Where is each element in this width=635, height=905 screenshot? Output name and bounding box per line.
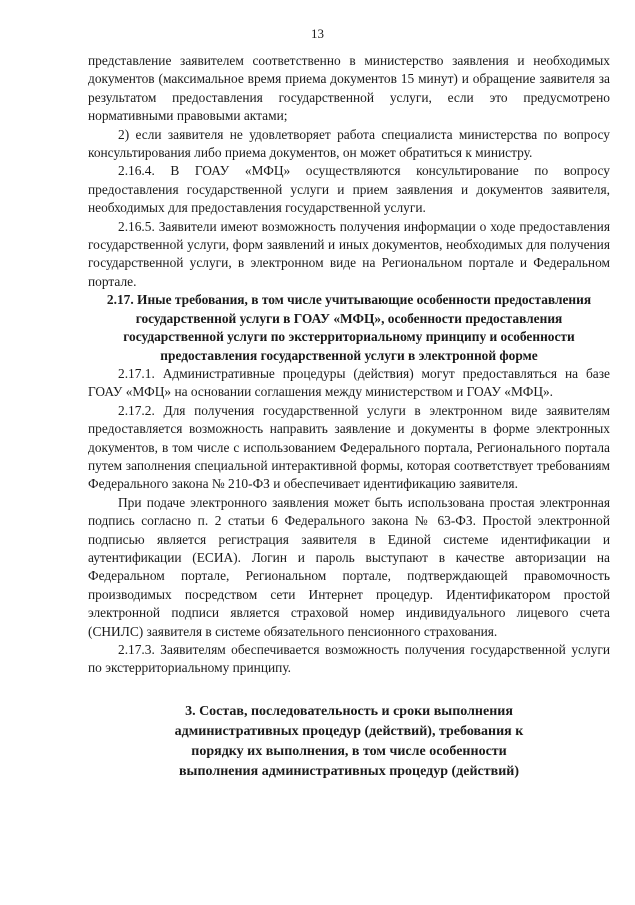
paragraph-2-16-5: 2.16.5. Заявители имеют возможность получения информации о ходе предоставления государственной услуги, форм заявлений и иных документов, необходимых для получения государственной услуги, в электронном виде на Региональном портале и Федеральном портале. [88,218,610,289]
paragraph-2-17-3: 2.17.3. Заявителям обеспечивается возможность получения государственной услуги по экстерриториальному принципу. [88,642,610,676]
paragraph-2-17-2: 2.17.2. Для получения государственной услуги в электронном виде заявителям предоставляется возможность направить заявление и документы в форме электронных документов, в том числе с использованием Федерального портала, Регионального портала путем заполнения специальной интерактивной формы, которая соответствует требованиям Федерального закона № 210-ФЗ и обеспечивает идентификацию заявителя. [88,402,610,492]
page-number: 13 [311,26,324,41]
paragraph-submission-continuation: представление заявителем соответственно в министерство заявления и необходимых документов (максимальное время приема документов 15 минут) и обращение заявителя за результатом предоставления государственной услуги, если это предусмотрено нормативными правовыми актами; [88,53,610,124]
paragraph-complaint-to-minister: 2) если заявителя не удовлетворяет работа специалиста министерства по вопросу консультирования либо приема документов, он может обратиться к министру. [88,126,610,161]
document-body [88,52,610,782]
section-heading-2-17: 2.17. Иные требования, в том числе учитывающие особенности предоставления государственной услуги в ГОАУ «МФЦ», особенности предоставления государственной услуги по экстерриториальному принципу и особенности предоставления государственной услуги в электронной форме [106,292,592,363]
paragraph-2-17-1: 2.17.1. Административные процедуры (действия) могут предоставляться на базе ГОАУ «МФЦ» на основании соглашения между министерством и ГОАУ «МФЦ». [88,365,610,400]
paragraph-electronic-signature: При подаче электронного заявления может быть использована простая электронная подпись согласно п. 2 статьи 6 Федерального закона № 63-ФЗ. Простой электронной подписью является регистрация заявителя в Единой системе идентификации и аутентификации (ЕСИА). Логин и пароль выступают в качестве авторизации на Федеральном портале, Региональном портале, подтверждающей правомочность производимых посредством сети Интернет процедур. Идентификатором простой электронной подписи является страховой номер индивидуального лицевого счета (СНИЛС) заявителя в системе обязательного пенсионного страхования. [88,494,610,639]
paragraph-2-16-4: 2.16.4. В ГОАУ «МФЦ» осуществляются консультирование по вопросу предоставления государственной услуги и прием заявления и документов заявителя, необходимых для предоставления государственной услуги. [88,163,610,216]
chapter-heading-3: 3. Состав, последовательность и сроки выполнения административных процедур (действий), требования к порядку их выполнения, в том числе особенности выполнения административных процедур (действий) [174,703,524,779]
